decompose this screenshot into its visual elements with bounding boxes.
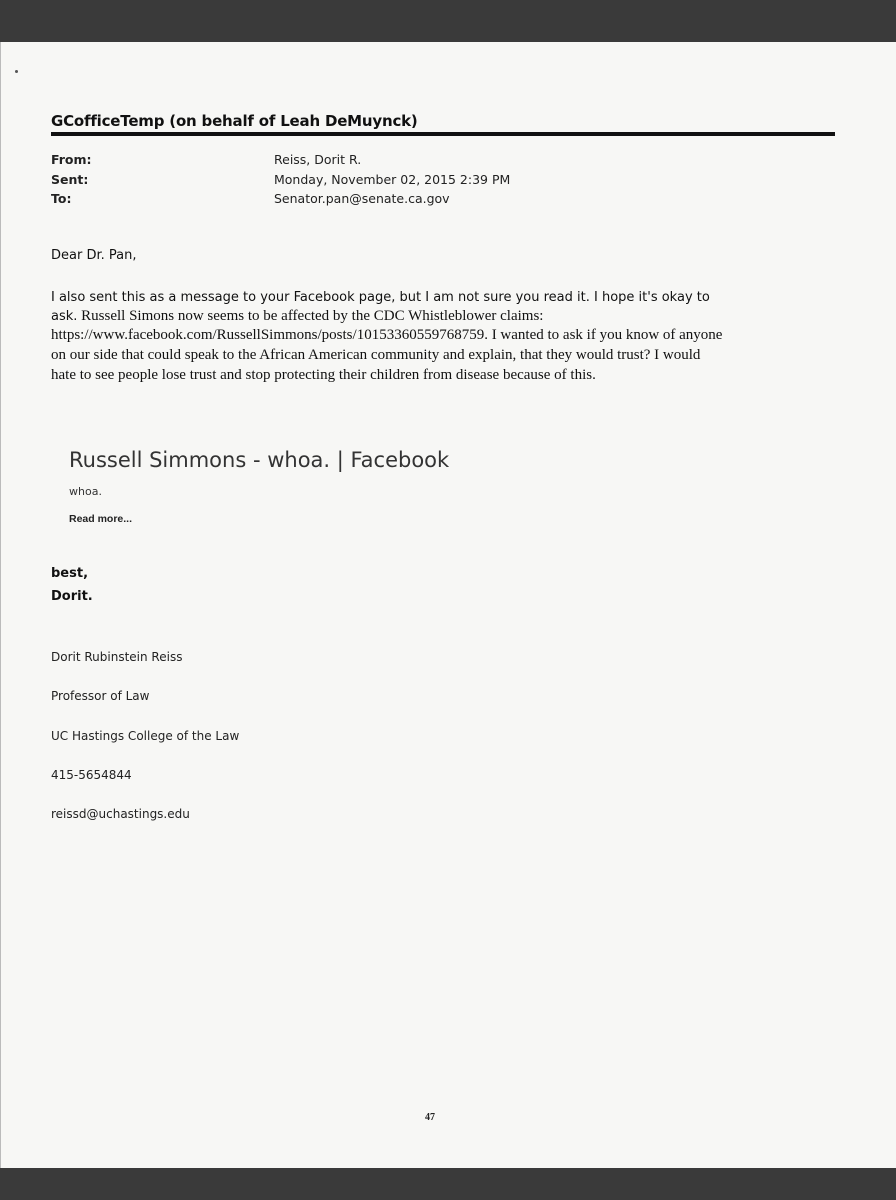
body-line: hate to see people lose trust and stop protecting their children from disease because of this. (51, 367, 596, 383)
body-line: I also sent this as a message to your Facebook page, but I am not sure you read it. I hope it's okay to (51, 290, 710, 305)
signature-position: Professor of Law (51, 689, 150, 703)
scan-dot (15, 70, 18, 73)
title-rule (51, 132, 835, 136)
signature-email: reissd@uchastings.edu (51, 807, 190, 821)
from-label: From: (51, 152, 92, 167)
to-label: To: (51, 191, 72, 206)
read-more-link[interactable]: Read more... (69, 513, 133, 525)
signature-name: Dorit Rubinstein Reiss (51, 650, 183, 664)
closing-line: best, (51, 566, 89, 581)
closing-line: Dorit. (51, 589, 93, 604)
body-line: https://www.facebook.com/RussellSimmons/posts/10153360559768759. I wanted to ask if you know of anyone (51, 327, 723, 343)
signature-phone: 415-5654844 (51, 768, 132, 782)
document-page (0, 42, 896, 1168)
sent-value: Monday, November 02, 2015 2:39 PM (274, 172, 511, 187)
body-line-part: Russell Simons now seems to be affected by the CDC Whistleblower claims: (77, 308, 544, 324)
link-preview-title[interactable]: Russell Simmons - whoa. | Facebook (69, 448, 450, 472)
to-value: Senator.pan@senate.ca.gov (274, 191, 450, 206)
email-title: GCofficeTemp (on behalf of Leah DeMuynck) (51, 112, 418, 130)
bottom-bar (0, 1168, 896, 1200)
greeting: Dear Dr. Pan, (51, 248, 137, 263)
body-line-part: ask. (51, 309, 78, 324)
signature-institution: UC Hastings College of the Law (51, 729, 240, 743)
top-bar (0, 0, 896, 42)
sent-label: Sent: (51, 172, 89, 187)
page-number: 47 (425, 1112, 435, 1123)
link-preview-description: whoa. (69, 485, 102, 498)
from-value: Reiss, Dorit R. (274, 152, 362, 167)
body-line (51, 308, 543, 325)
body-line: on our side that could speak to the African American community and explain, that they would trust? I would (51, 347, 701, 363)
